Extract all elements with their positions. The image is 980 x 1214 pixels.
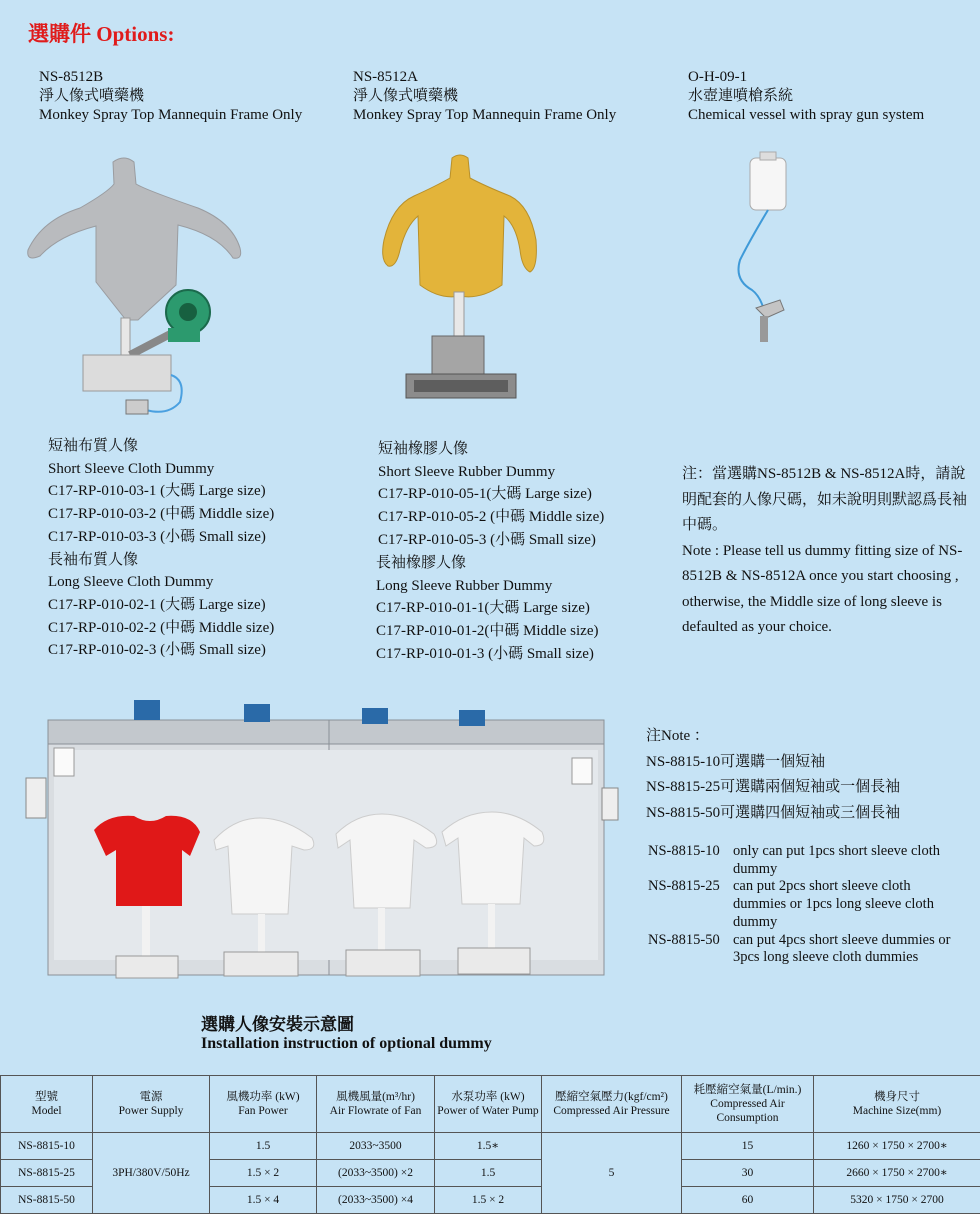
product-ns-8512a xyxy=(353,68,616,125)
model-label: NS-8815-25 xyxy=(648,878,720,895)
list-item: C17-RP-010-01-1(大碼 Large size) xyxy=(376,600,590,617)
list-item: C17-RP-010-01-3 (小碼 Small size) xyxy=(376,645,594,662)
grey-mannequin-image xyxy=(18,150,258,420)
header-cell: 電源 Power Supply xyxy=(93,1076,210,1133)
product-name-zh: 水壺連噴槍系統 xyxy=(688,88,794,104)
product-name-zh: 淨人像式噴藥機 xyxy=(353,88,459,104)
installation-caption xyxy=(201,1010,492,1053)
header-cell: 風機功率 (kW) Fan Power xyxy=(210,1076,317,1133)
capacity-text: can put 2pcs short sleeve cloth dummies or 1pcs long sleeve cloth dummy xyxy=(733,878,934,930)
booth-note-title: 注Note ： xyxy=(646,728,709,744)
model-label: NS-8815-50 xyxy=(648,931,720,948)
table-header-row xyxy=(1,1076,980,1133)
installation-caption-zh: 選購人像安裝示意圖 xyxy=(201,1015,354,1034)
booth-note-line: NS-8815-10可選購一個短袖 xyxy=(646,753,826,770)
yellow-mannequin-image xyxy=(370,150,550,415)
list-item: 長袖布質人像 xyxy=(48,551,139,568)
list-item: Short Sleeve Cloth Dummy xyxy=(48,460,215,477)
product-code: O-H-09-1 xyxy=(688,69,748,85)
cell-fan-power: 1.5 xyxy=(210,1133,317,1160)
list-item xyxy=(648,843,963,878)
list-item: C17-RP-010-02-3 (小碼 Small size) xyxy=(48,642,266,659)
list-item: Short Sleeve Rubber Dummy xyxy=(378,463,556,480)
product-o-h-09-1 xyxy=(688,68,924,125)
spec-table xyxy=(0,1075,980,1214)
list-item: 短袖橡膠人像 xyxy=(378,441,469,457)
list-item: C17-RP-010-05-2 (中碼 Middle size) xyxy=(378,509,605,526)
list-item: C17-RP-010-03-2 (中碼 Middle size) xyxy=(48,506,275,523)
header-cell: 水泵功率 (kW) Power of Water Pump xyxy=(435,1076,542,1133)
table-row xyxy=(1,1133,980,1160)
product-name-en: Chemical vessel with spray gun system xyxy=(688,107,925,123)
page-title: 選購件 Options: xyxy=(28,22,175,46)
cell-consumption: 60 xyxy=(682,1187,814,1214)
cell-consumption: 30 xyxy=(682,1160,814,1187)
cell-model: NS-8815-25 xyxy=(1,1160,93,1187)
header-cell: 耗壓縮空氣量(L/min.) Compressed Air Consumption xyxy=(682,1076,814,1133)
cell-flowrate: (2033~3500) ×2 xyxy=(317,1160,435,1187)
list-item: C17-RP-010-01-2(中碼 Middle size) xyxy=(376,623,599,640)
product-code: NS-8512B xyxy=(39,69,104,85)
cell-size: 5320 × 1750 × 2700 xyxy=(814,1187,980,1214)
list-item: C17-RP-010-05-1(大碼 Large size) xyxy=(378,486,592,503)
size-note xyxy=(682,462,967,641)
product-ns-8512b xyxy=(39,68,302,125)
cell-pressure: 5 xyxy=(542,1133,682,1214)
list-item: Long Sleeve Rubber Dummy xyxy=(376,577,553,594)
list-item xyxy=(648,932,963,967)
list-item: 長袖橡膠人像 xyxy=(376,555,467,571)
list-item: C17-RP-010-02-1 (大碼 Large size) xyxy=(48,596,266,613)
cell-flowrate: (2033~3500) ×4 xyxy=(317,1187,435,1214)
rubber-long-list xyxy=(376,552,598,666)
booth-capacity-list xyxy=(648,843,963,967)
header-cell: 機身尺寸 Machine Size(mm) xyxy=(814,1076,980,1133)
list-item: Long Sleeve Cloth Dummy xyxy=(48,574,214,591)
cell-power-supply: 3PH/380V/50Hz xyxy=(93,1133,210,1214)
cell-flowrate: 2033~3500 xyxy=(317,1133,435,1160)
cell-fan-power: 1.5 × 2 xyxy=(210,1160,317,1187)
product-code: NS-8512A xyxy=(353,69,419,85)
cell-consumption: 15 xyxy=(682,1133,814,1160)
capacity-text: only can put 1pcs short sleeve cloth dummy xyxy=(733,843,940,877)
list-item: C17-RP-010-03-3 (小碼 Small size) xyxy=(48,528,266,545)
cell-model: NS-8815-10 xyxy=(1,1133,93,1160)
booth-note-line: NS-8815-50可選購四個短袖或三個長袖 xyxy=(646,804,901,821)
list-item xyxy=(648,878,963,931)
cloth-dummy-list xyxy=(48,435,274,662)
product-name-en: Monkey Spray Top Mannequin Frame Only xyxy=(39,107,303,123)
list-item: C17-RP-010-03-1 (大碼 Large size) xyxy=(48,483,266,500)
size-note-zh: 注：當選購NS-8512B & NS-8512A時，請說明配套的人像尺碼，如未說明則默認爲長袖中碼。 xyxy=(682,466,968,533)
product-name-en: Monkey Spray Top Mannequin Frame Only xyxy=(353,107,617,123)
booth-note xyxy=(646,724,900,826)
list-item: C17-RP-010-05-3 (小碼 Small size) xyxy=(378,531,596,548)
header-cell: 壓縮空氣壓力(kgf/cm²) Compressed Air Pressure xyxy=(542,1076,682,1133)
rubber-short-list xyxy=(378,438,604,552)
size-note-en: Note : Please tell us dummy fitting size of NS-8512B & NS-8512A once you start choosing , otherwise, the Middle size of long sleeve is defaulted as your choice. xyxy=(682,542,963,635)
spray-gun-image xyxy=(730,150,810,355)
list-item: 短袖布質人像 xyxy=(48,438,139,454)
spray-booth-image xyxy=(24,700,624,1005)
cell-model: NS-8815-50 xyxy=(1,1187,93,1214)
model-label: NS-8815-10 xyxy=(648,843,720,859)
cell-size: 2660 × 1750 × 2700∗ xyxy=(814,1160,980,1187)
cell-pump: 1.5∗ xyxy=(435,1133,542,1160)
cell-size: 1260 × 1750 × 2700∗ xyxy=(814,1133,980,1160)
cell-pump: 1.5 xyxy=(435,1160,542,1187)
product-name-zh: 淨人像式噴藥機 xyxy=(39,88,145,104)
cell-pump: 1.5 × 2 xyxy=(435,1187,542,1214)
capacity-text: can put 4pcs short sleeve dummies or 3pcs long sleeve cloth dummies xyxy=(733,931,951,966)
installation-caption-en: Installation instruction of optional dummy xyxy=(201,1035,492,1052)
header-cell: 風機風量(m³/hr) Air Flowrate of Fan xyxy=(317,1076,435,1133)
cell-fan-power: 1.5 × 4 xyxy=(210,1187,317,1214)
list-item: C17-RP-010-02-2 (中碼 Middle size) xyxy=(48,619,275,636)
header-cell: 型號 Model xyxy=(1,1076,93,1133)
booth-note-line: NS-8815-25可選購兩個短袖或一個長袖 xyxy=(646,779,901,795)
